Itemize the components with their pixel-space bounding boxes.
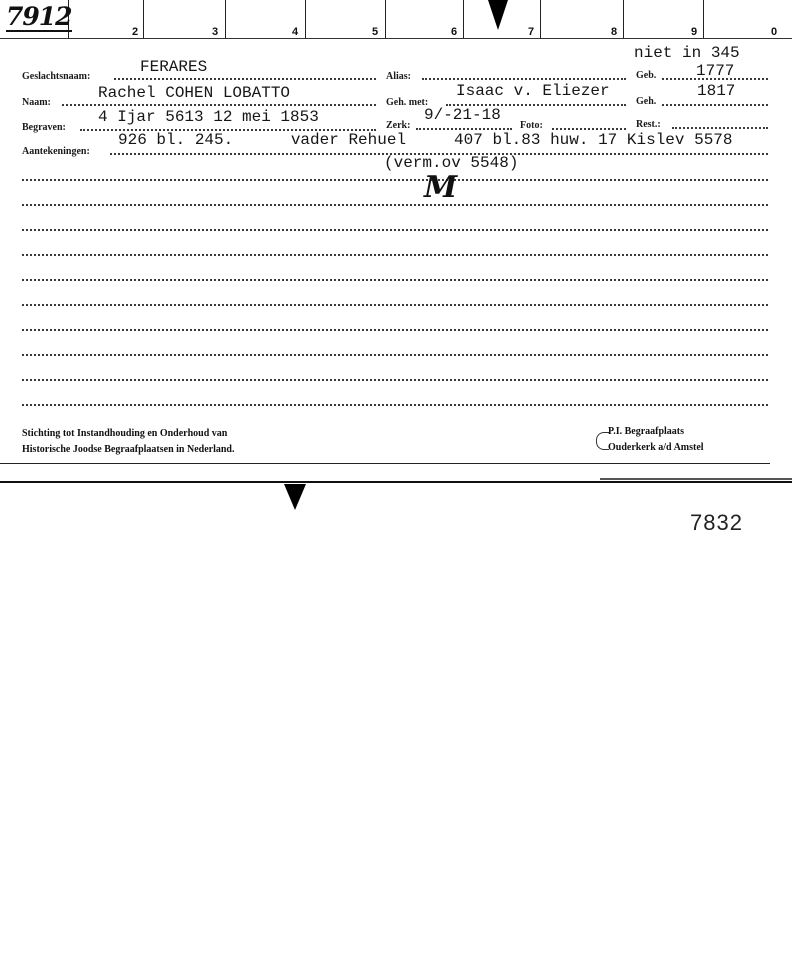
- column-number: 6: [451, 26, 458, 38]
- footer-cemetery-line-2: Ouderkerk a/d Amstel: [608, 442, 704, 453]
- footer-cemetery-line-1: P.I. Begraafplaats: [608, 426, 685, 437]
- buried-value: 4 Ijar 5613 12 mei 1853: [98, 108, 319, 126]
- grave-value: 9/-21-18: [424, 106, 501, 124]
- footer-bracket: [596, 432, 609, 450]
- footer-organization: [22, 426, 235, 458]
- rest-label: Rest.:: [636, 119, 661, 130]
- card-number: 7912: [6, 2, 72, 31]
- column-number: 8: [611, 26, 618, 38]
- top-right-note: niet in 345: [634, 44, 740, 62]
- footer-organization-line-2: Historische Joodse Begraafplaatsen in Nederland.: [22, 444, 235, 455]
- column-number: 7: [528, 26, 535, 38]
- born-label: Geb.: [636, 70, 657, 81]
- born-year: 1777: [696, 62, 735, 80]
- surname-label: Geslachtsnaam:: [22, 71, 91, 82]
- column-number: 2: [132, 26, 139, 38]
- married-to-label: Geh. met:: [386, 97, 429, 108]
- scan-edge-shadow: [600, 478, 792, 480]
- footer-cemetery: [608, 424, 704, 456]
- notes-line-2: (verm.ov 5548): [384, 154, 519, 172]
- name-label: Naam:: [22, 97, 51, 108]
- notes-label: Aantekeningen:: [22, 146, 90, 157]
- punch-notch-top: [488, 0, 508, 30]
- column-number: 3: [212, 26, 219, 38]
- alias-label: Alias:: [386, 71, 411, 82]
- buried-label: Begraven:: [22, 122, 66, 133]
- punch-notch-bottom: [284, 484, 306, 510]
- column-number: 9: [691, 26, 698, 38]
- notes-line-1: 926 bl. 245. vader Rehuel 407 bl.83 huw. 17 Kislev 5578: [118, 131, 733, 149]
- surname-value: FERARES: [140, 58, 208, 76]
- married-year: 1817: [697, 82, 736, 100]
- married-label: Geh.: [636, 96, 657, 107]
- column-number: 5: [372, 26, 379, 38]
- column-number: 4: [292, 26, 299, 38]
- name-value: Rachel COHEN LOBATTO: [98, 84, 291, 102]
- column-number: 0: [771, 26, 778, 38]
- bottom-number: 7832: [690, 510, 743, 535]
- photo-label: Foto:: [520, 120, 543, 131]
- married-to-value: Isaac v. Eliezer: [456, 82, 610, 100]
- scan-edge: [0, 481, 792, 483]
- handwritten-mark: M: [424, 170, 458, 205]
- footer-organization-line-1: Stichting tot Instandhouding en Onderhoud van: [22, 428, 228, 439]
- card-bottom-edge: [0, 463, 770, 464]
- grave-label: Zerk:: [386, 120, 411, 131]
